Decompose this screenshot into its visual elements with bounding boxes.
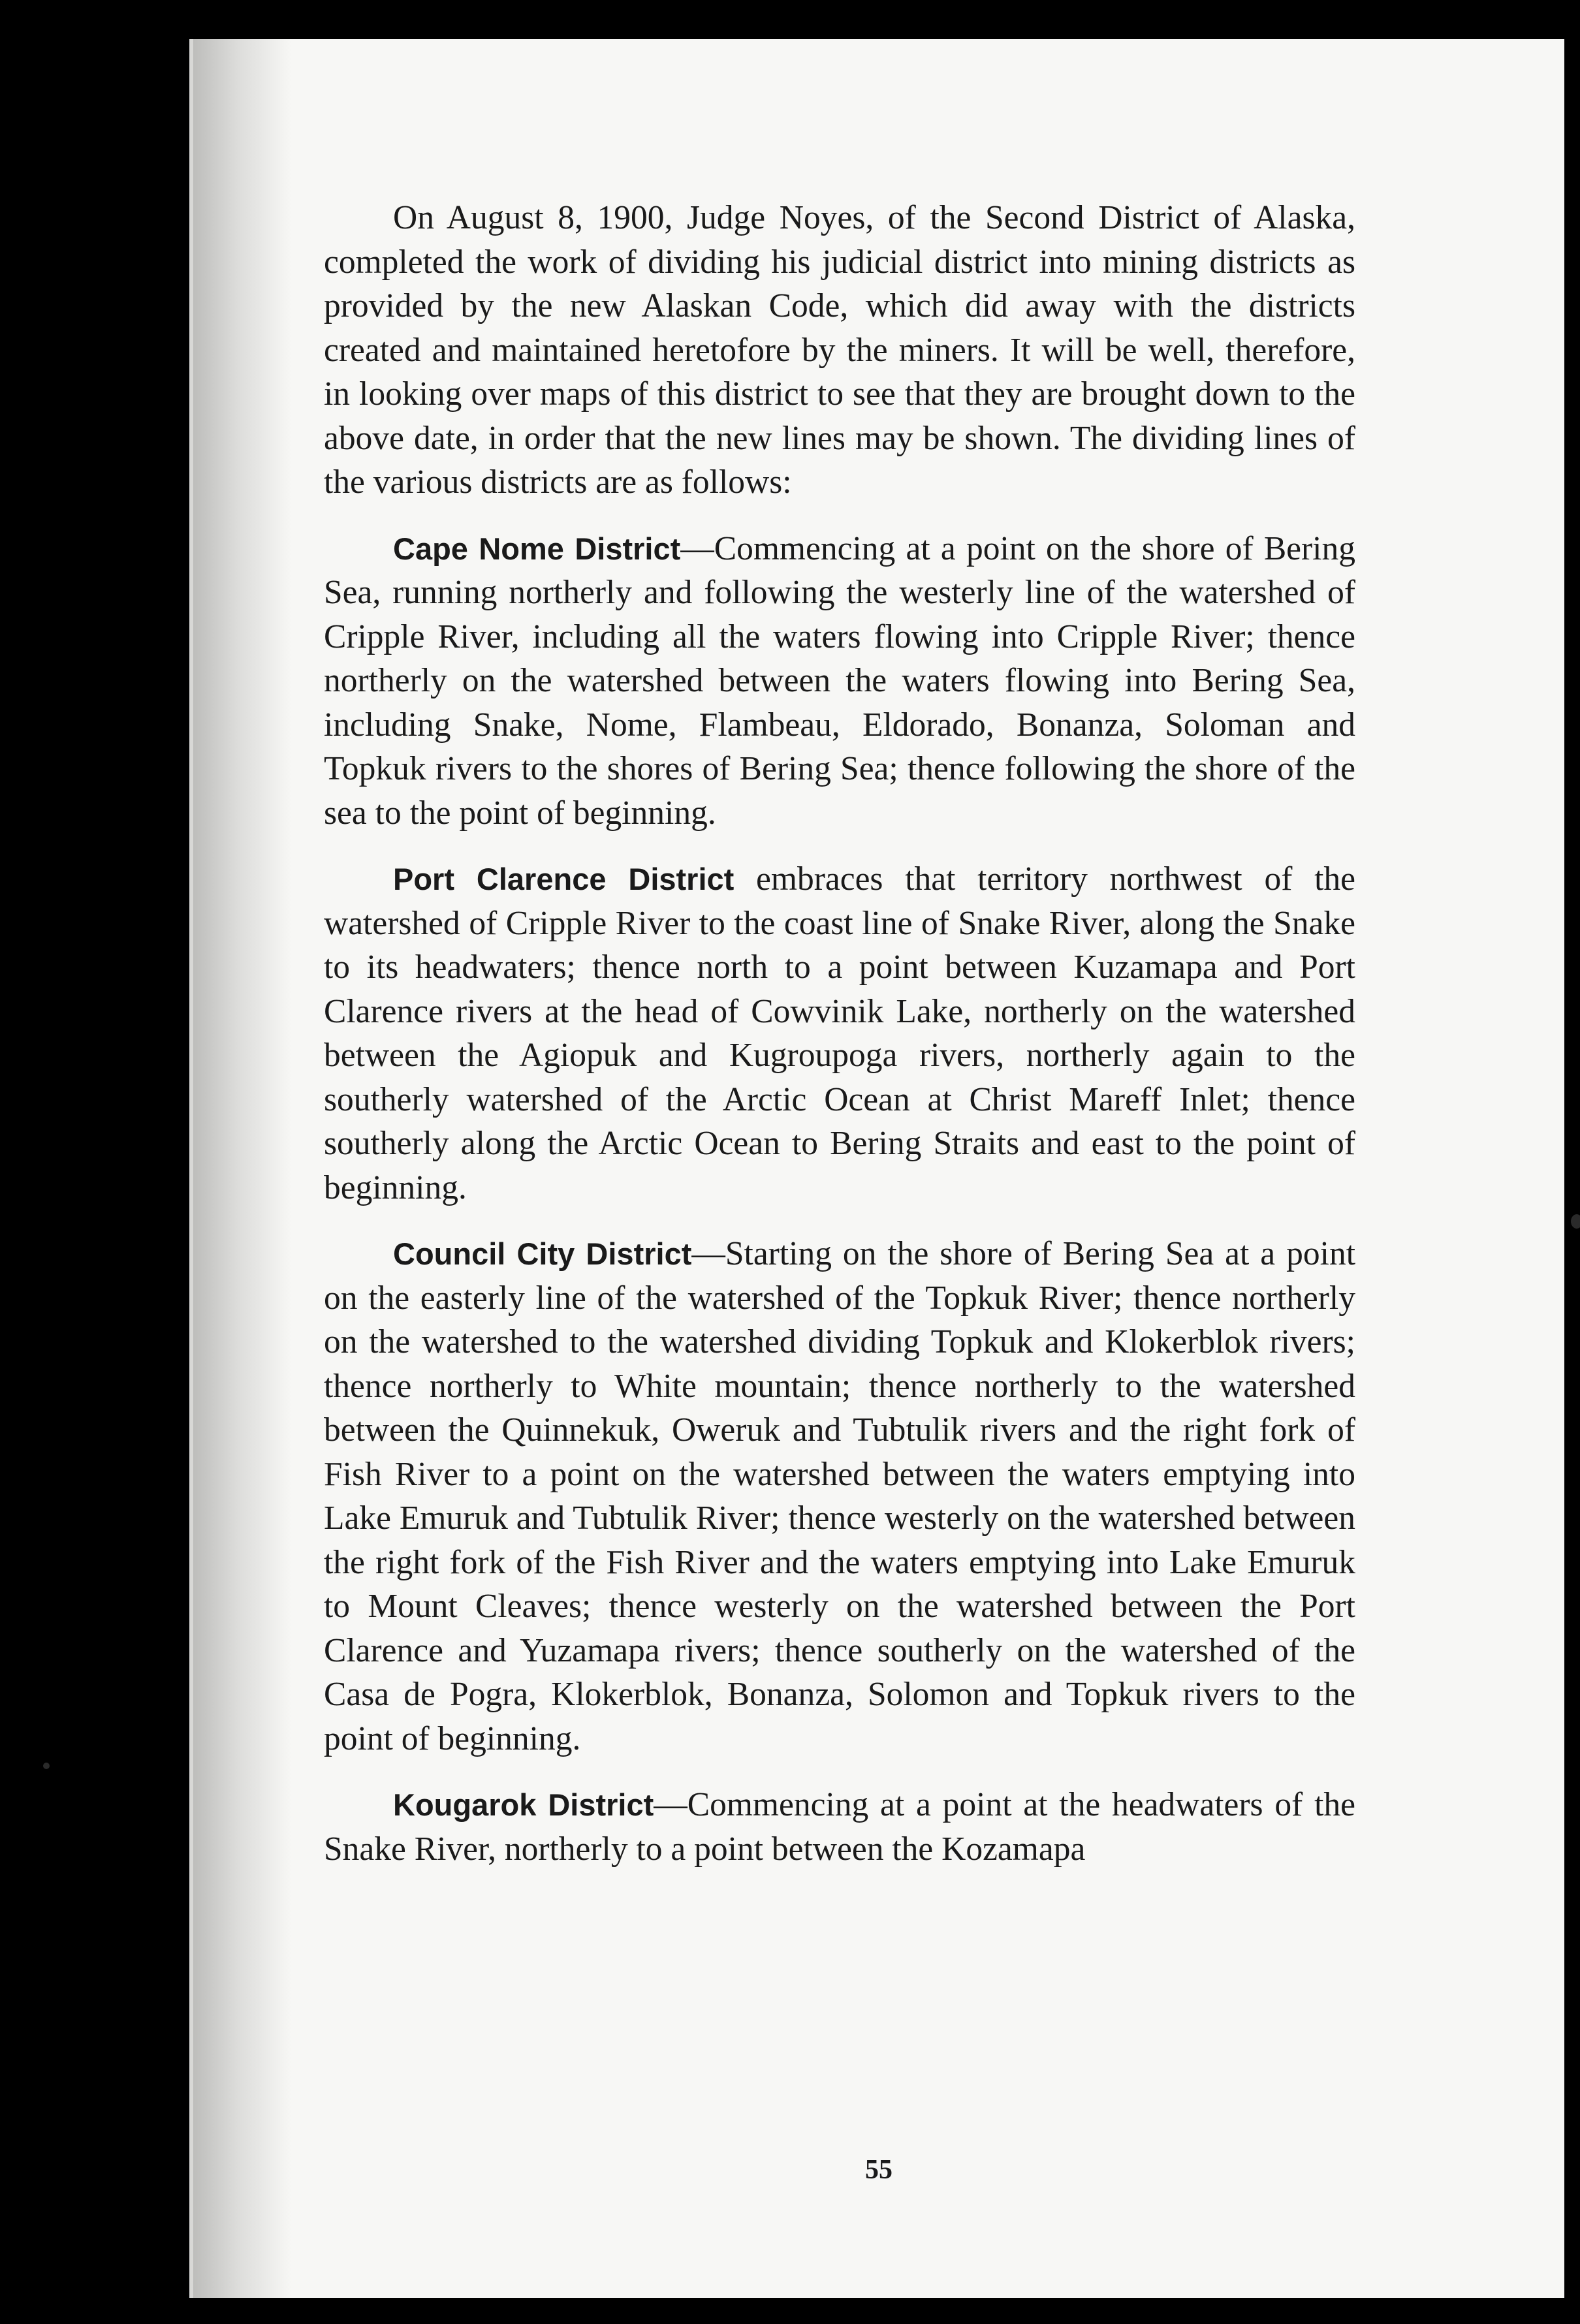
book-page: [189, 39, 1564, 2298]
page-number: 55: [865, 2155, 893, 2185]
district-body: —Commencing at a point on the shore of Bering Sea, running northerly and following the westerly line of the watershed of Cripple River, including all the waters flowing into Cripple River; thence northerly on the watershed between the waters flowing into Bering Sea, including Snake, Nome, Flambeau, Eldorado, Bonanza, Soloman and Topkuk rivers to the shores of Bering Sea; thence following the shore of the sea to the point of beginning.: [324, 529, 1355, 832]
district-heading: Council City District: [393, 1236, 692, 1271]
district-paragraph-port-clarence: [324, 857, 1355, 1210]
binding-gutter-shadow: [193, 39, 291, 2298]
district-paragraph-cape-nome: [324, 527, 1355, 836]
page-text: [324, 196, 1355, 1893]
district-paragraph-council-city: [324, 1232, 1355, 1761]
district-paragraph-kougarok: [324, 1783, 1355, 1871]
district-heading: Port Clarence District: [393, 862, 735, 896]
district-body: embraces that territory northwest of the watershed of Cripple River to the coast line of Snake River, along the Snake to its headwaters; thence north to a point between Kuzamapa and Port Clarence rivers at the head of Cowvinik Lake, northerly on the watershed between the Agiopuk and Kugroupoga rivers, northerly again to the southerly watershed of the Arctic Ocean at Christ Mareff Inlet; thence southerly along the Arctic Ocean to Bering Straits and east to the point of beginning.: [324, 860, 1355, 1206]
intro-paragraph: On August 8, 1900, Judge Noyes, of the Second District of Alaska, completed the work of dividing his judicial district into mining districts as provided by the new Alaskan Code, which did away with the districts created and maintained heretofore by the miners. It will be well, therefore, in looking over maps of this district to see that they are brought down to the above date, in order that the new lines may be shown. The dividing lines of the various districts are as follows:: [324, 199, 1355, 501]
district-heading: Kougarok District: [393, 1787, 654, 1822]
district-body: —Commencing at a point at the headwaters of the Snake River, northerly to a point between the Kozamapa: [324, 1786, 1355, 1868]
district-body: —Starting on the shore of Bering Sea at a point on the easterly line of the watershed of the Topkuk River; thence northerly on the watershed to the watershed dividing Topkuk and Klokerblok rivers; thence northerly to White mountain; thence northerly to the watershed between the Quinnekuk, Oweruk and Tubtulik rivers and the right fork of Fish River to a point on the watershed between the waters emptying into Lake Emuruk and Tubtulik River; thence westerly on the watershed between the right fork of the Fish River and the waters emptying into Lake Emuruk to Mount Cleaves; thence westerly on the watershed between the Port Clarence and Yuzamapa rivers; thence southerly on the watershed of the Casa de Pogra, Klokerblok, Bonanza, Solomon and Topkuk rivers to the point of beginning.: [324, 1235, 1356, 1757]
scan-speck: [43, 1763, 50, 1769]
scan-speck: [1571, 1214, 1580, 1229]
district-heading: Cape Nome District: [393, 531, 681, 566]
